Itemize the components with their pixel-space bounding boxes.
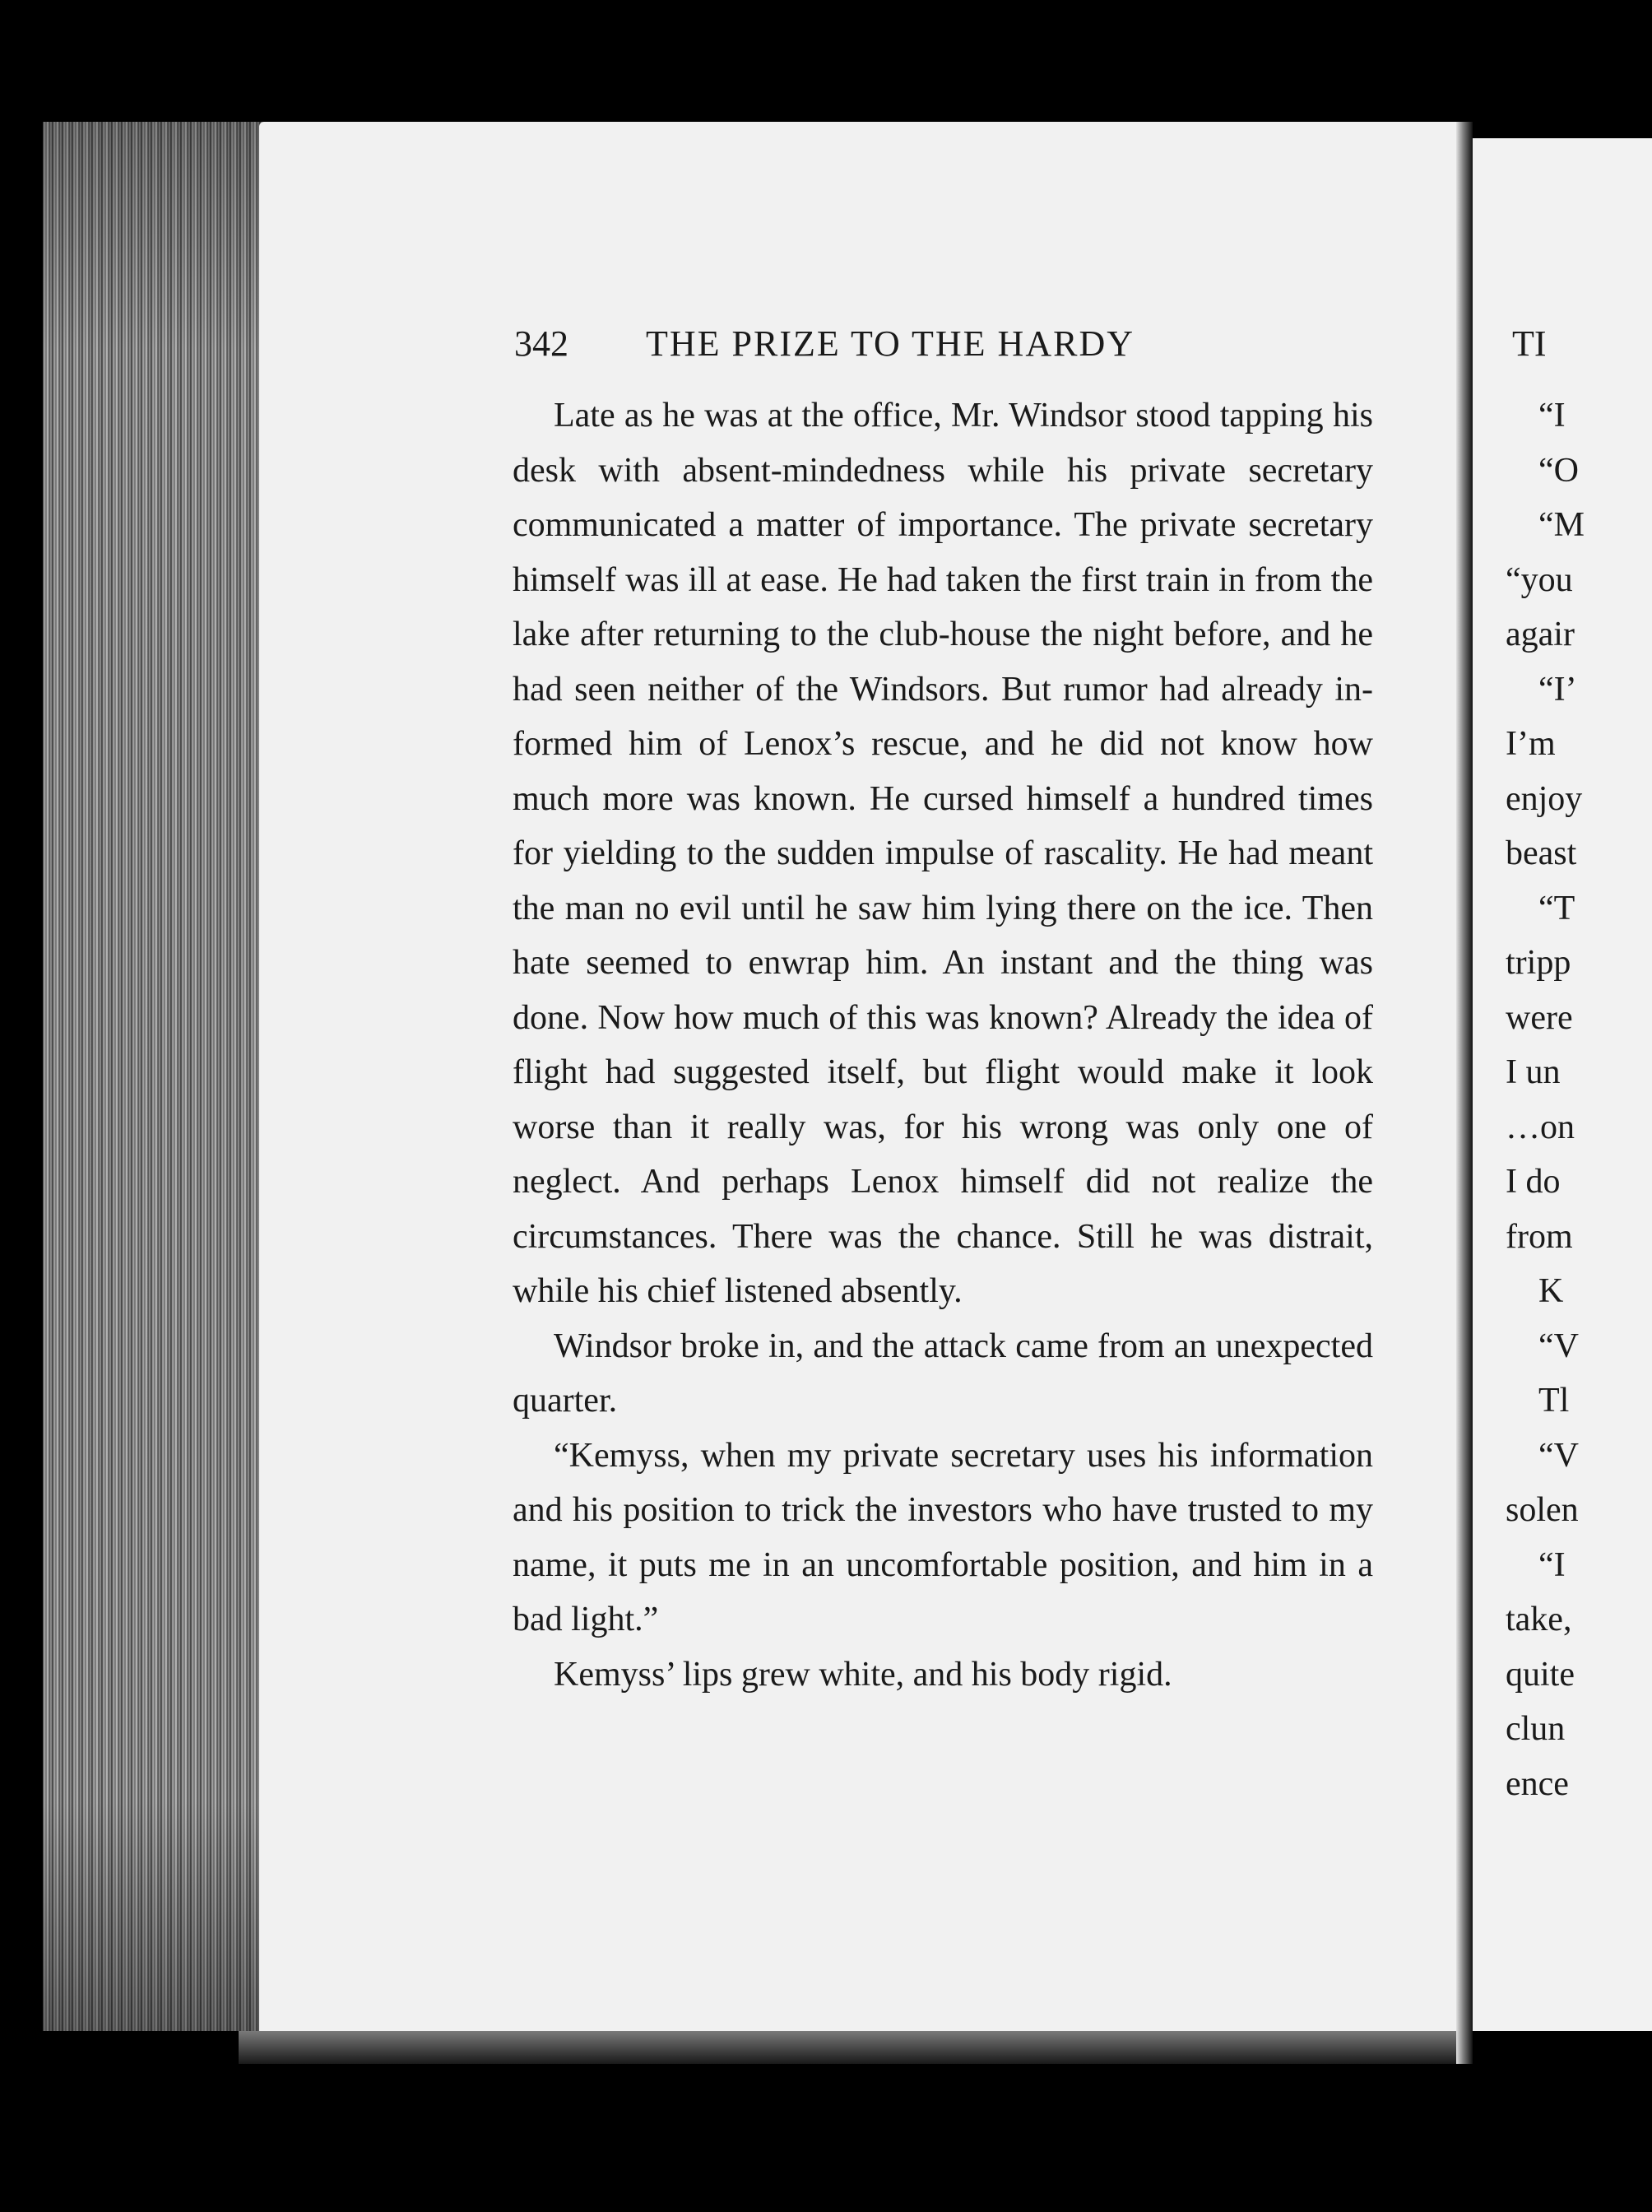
facing-line: clun	[1506, 1710, 1566, 1748]
page-bottom-shadow	[239, 2031, 1456, 2064]
facing-line: take,	[1506, 1601, 1572, 1638]
facing-page-lines	[1506, 388, 1652, 1811]
facing-line: agair	[1506, 616, 1575, 653]
facing-line: from	[1506, 1217, 1573, 1256]
facing-line: K	[1538, 1272, 1564, 1310]
facing-line: quite	[1506, 1655, 1575, 1694]
running-title: THE PRIZE TO THE HARDY	[646, 323, 1135, 364]
facing-line: “I	[1538, 1545, 1566, 1584]
facing-line: solen	[1506, 1491, 1579, 1529]
facing-line: Tl	[1538, 1382, 1570, 1420]
facing-page-text	[1506, 318, 1652, 1811]
facing-line: “I’	[1538, 670, 1577, 709]
facing-line: “O	[1538, 451, 1579, 490]
page-number: 342	[514, 323, 568, 364]
paragraph: Late as he was at the office, Mr. Windsor stood tapping his desk with absent-mindedness while his private secretary communicated a matter of importance. The private secretary himself was ill at ease. He had taken the first train in from the lake after returning to the club-house the night before, and he had seen neither of the Windsors. But rumor had already informed him of Lenox’s rescue, and he did not know how much more was known. He cursed himself a hundred times for yielding to the sudden impulse of rascality. He had meant the man no evil until he saw him lying there on the ice. Then hate seemed to enwrap him. An instant and the thing was done. Now how much of this was known? Already the idea of flight had suggested itself, but flight would make it look worse than it really was, for his wrong was only one of neglect. And perhaps Lenox himself did not realize the circumstances. There was the chance. Still he was distrait, while his chief listened absently.	[513, 397, 1373, 1310]
paragraph: Kemyss’ lips grew white, and his body rigid.	[554, 1655, 1172, 1694]
facing-line: I do	[1506, 1163, 1561, 1201]
facing-line: were	[1506, 998, 1573, 1037]
facing-line: …on	[1506, 1108, 1575, 1146]
facing-line: “M	[1538, 506, 1585, 544]
paragraph: “Kemyss, when my private secretary uses his information and his position to trick the investors who have trusted to my name, it puts me in an uncomfortable position, and him in a bad light.”	[513, 1436, 1373, 1638]
facing-line: I un	[1506, 1053, 1561, 1091]
book-gutter	[1456, 122, 1473, 2064]
facing-line: “V	[1538, 1327, 1579, 1365]
facing-line: enjoy	[1506, 779, 1583, 818]
running-head	[513, 318, 1373, 370]
facing-line: beast	[1506, 834, 1577, 872]
facing-running-head: TI	[1512, 323, 1547, 364]
facing-line: ence	[1506, 1764, 1569, 1803]
page-edges-shading	[43, 122, 267, 2031]
facing-line: “you	[1506, 560, 1573, 599]
left-page-text	[513, 318, 1373, 1702]
facing-line: “T	[1538, 889, 1575, 927]
paragraph: Windsor broke in, and the attack came from an unexpected quarter.	[513, 1327, 1373, 1420]
facing-line: I’m	[1506, 725, 1556, 763]
body-text	[513, 388, 1373, 1702]
facing-line: “I	[1538, 397, 1566, 434]
facing-line: “V	[1538, 1436, 1579, 1475]
facing-line: tripp	[1506, 944, 1571, 982]
